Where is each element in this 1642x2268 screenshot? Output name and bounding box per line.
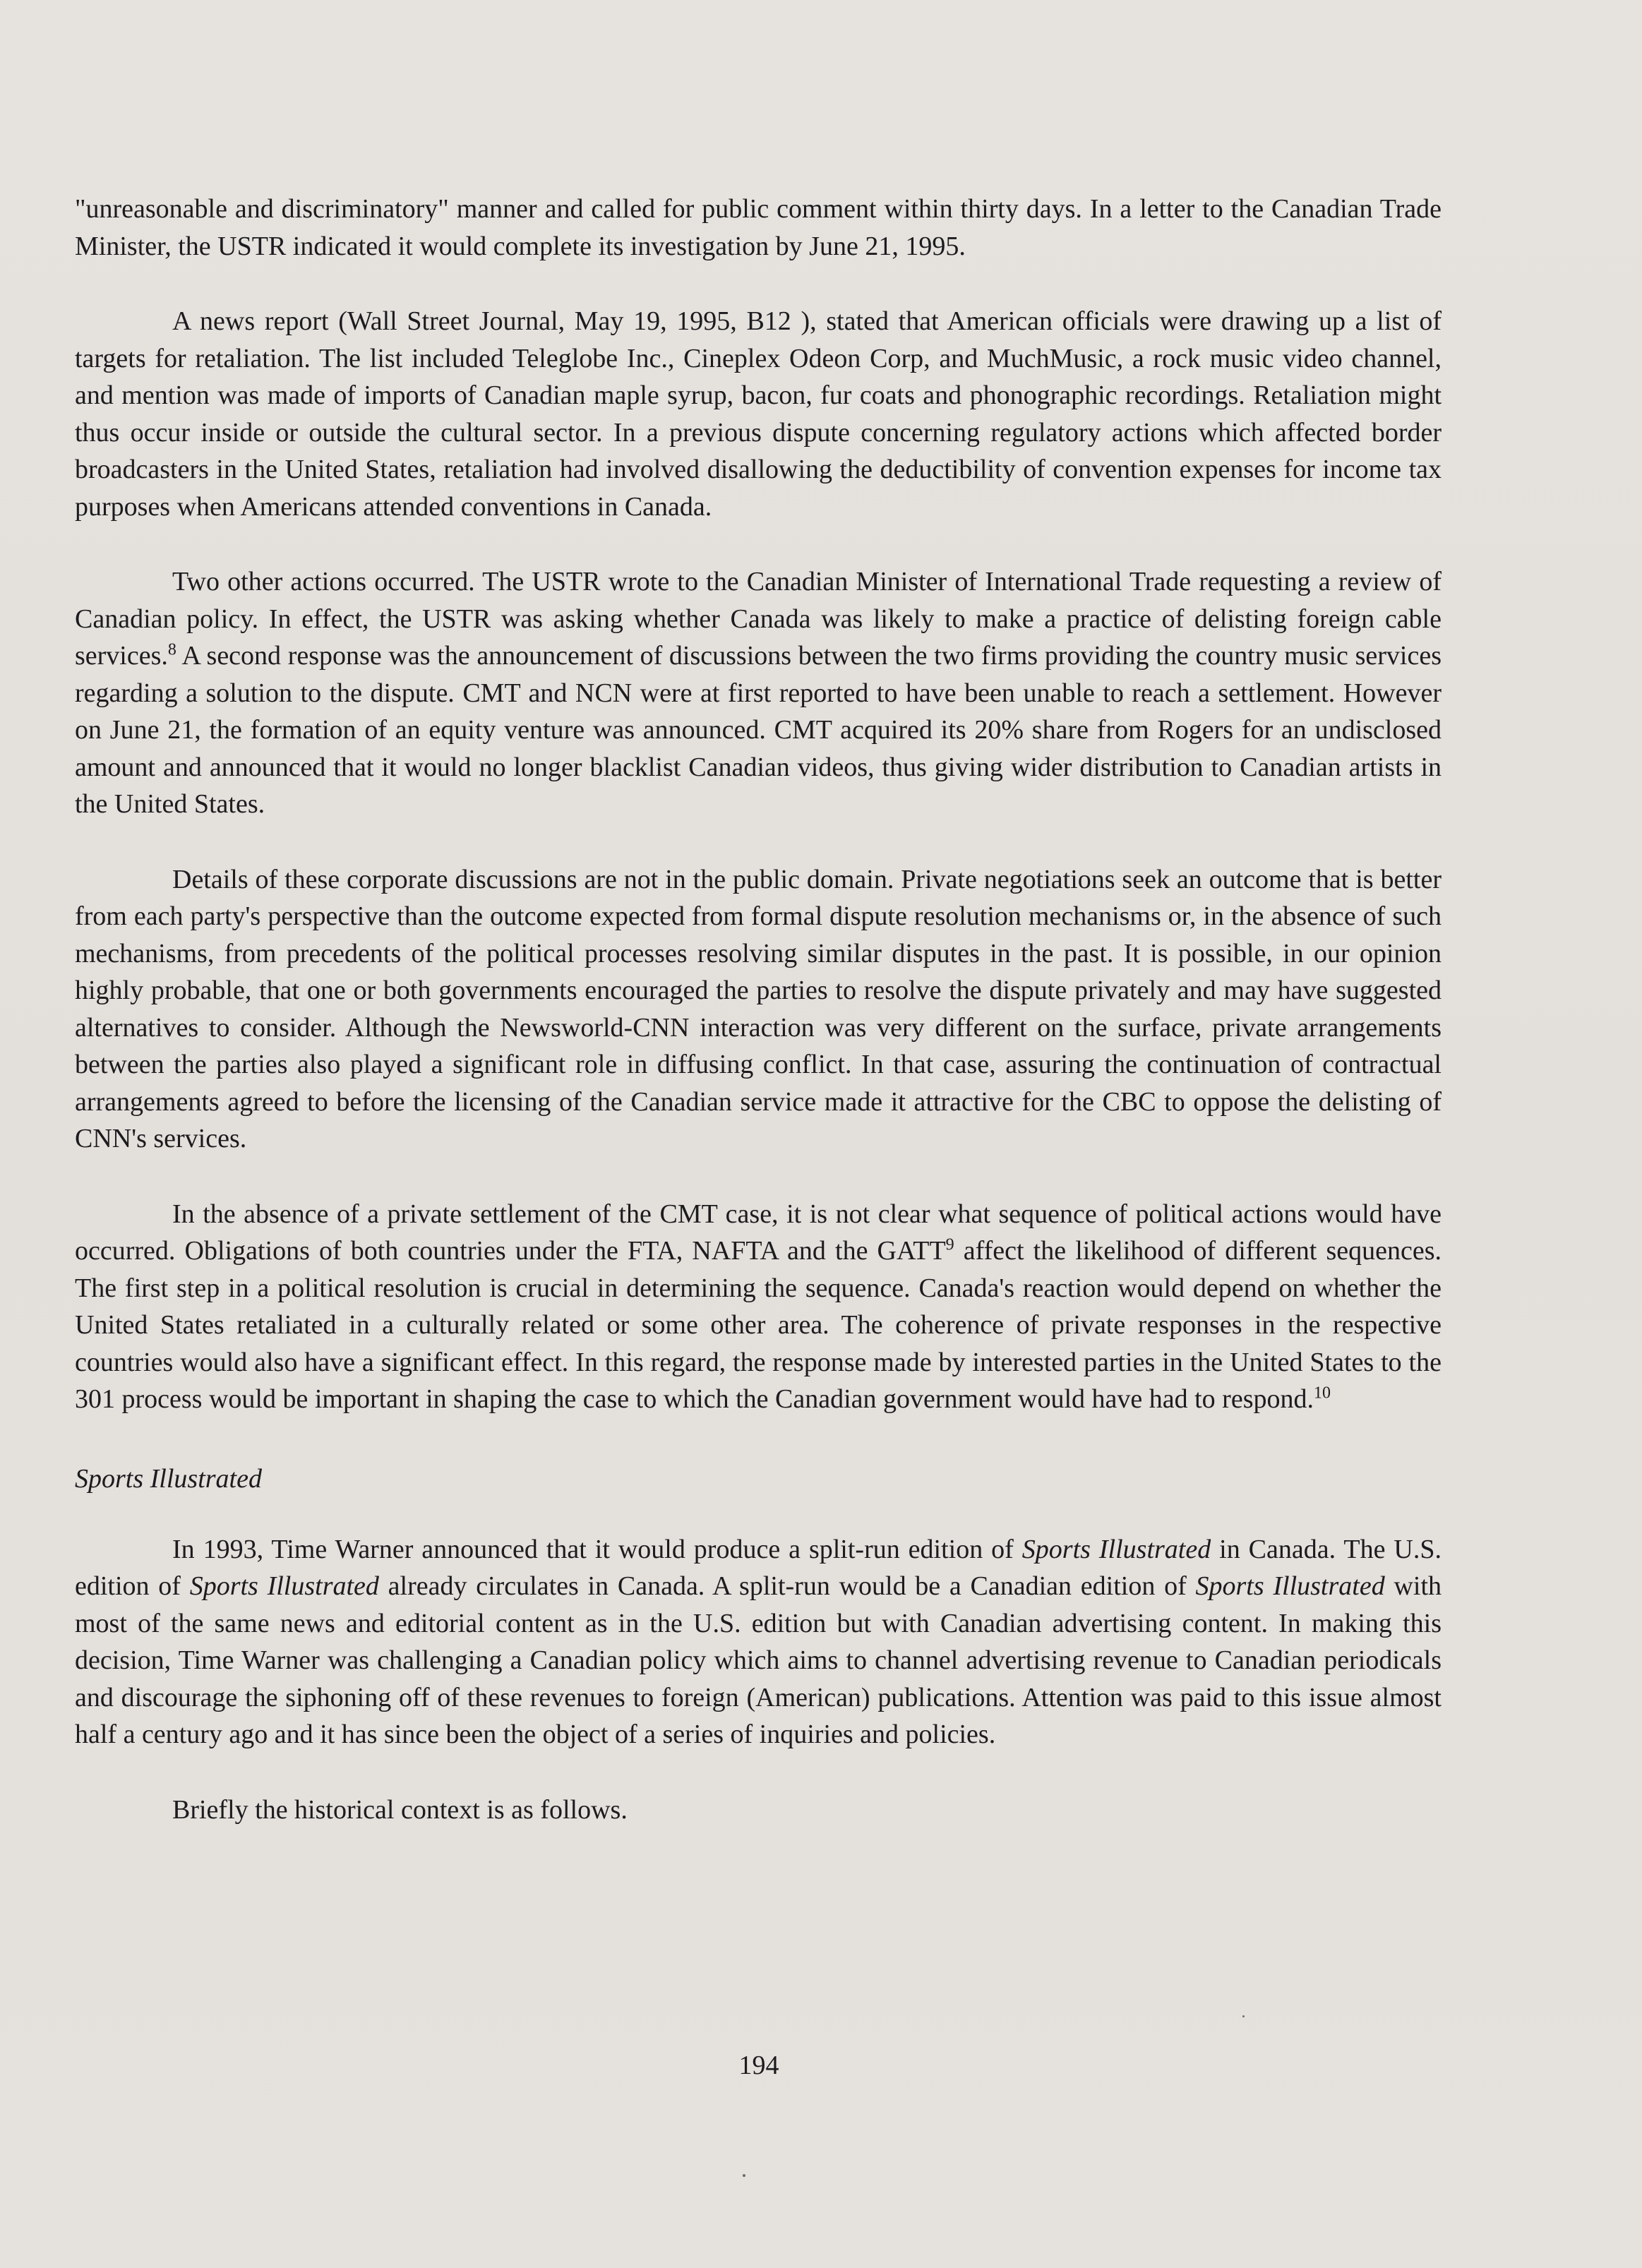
text-run: Briefly the historical context is as follows. bbox=[172, 1794, 628, 1825]
italic-title: Sports Illustrated bbox=[1195, 1571, 1385, 1601]
paragraph bbox=[75, 191, 1442, 265]
text-run: in Canada. The U.S. edition of bbox=[75, 1534, 1442, 1601]
text-run: with most of the same news and editorial content as in the U.S. edition but with Canadian advertising content. In making this decision, Time Warner was challenging a Canadian policy which aims to channel advertising revenue to Canadian periodicals and discourage the siphoning off of these revenues to foreign (American) publications. Attention was paid to this issue almost half a century ago and it has since been the object of a series of inquiries and policies. bbox=[75, 1571, 1442, 1749]
paragraph bbox=[75, 1196, 1442, 1418]
footnote-marker: 9 bbox=[945, 1235, 954, 1254]
text-run: A news report (Wall Street Journal, May 19, 1995, B12 ), stated that American officials were drawing up a list of targets for retaliation. The list included Teleglobe Inc., Cineplex Odeon Corp, and MuchMusic, a rock music video channel, and mention was made of imports of Canadian maple syrup, bacon, fur coats and phonographic recordings. Retaliation might thus occur inside or outside the cultural sector. In a previous dispute concerning regulatory actions which affected border broadcasters in the United States, retaliation had involved disallowing the deductibility of convention expenses for income tax purposes when Americans attended conventions in Canada. bbox=[75, 306, 1442, 522]
page-number: 194 bbox=[738, 2051, 779, 2080]
text-run: Two other actions occurred. The USTR wrote to the Canadian Minister of International Trade requesting a review of Canadian policy. In effect, the USTR was asking whether Canada was likely to make a practice of delisting foreign cable services. bbox=[75, 567, 1442, 671]
text-run: affect the likelihood of different sequences. The first step in a political resolution is crucial in determining the sequence. Canada's reaction would depend on whether the United States retaliated in a culturally related or some other area. The coherence of private responses in the respective countries would also have a significant effect. In this regard, the response made by interested parties in the United States to the 301 process would be important in shaping the case to which the Canadian government would have had to respond. bbox=[75, 1236, 1442, 1414]
text-run: In 1993, Time Warner announced that it would produce a split-run edition of bbox=[172, 1534, 1022, 1564]
text-run: In the absence of a private settlement of the CMT case, it is not clear what sequence of political actions would have occurred. Obligations of both countries under the FTA, NAFTA and the GATT bbox=[75, 1199, 1442, 1266]
text-run: already circulates in Canada. A split-run would be a Canadian edition of bbox=[378, 1571, 1196, 1601]
text-run: "unreasonable and discriminatory" manner and called for public comment within thirty days. In a letter to the Canadian Trade Minister, the USTR indicated it would complete its investigation by June 21, 1995. bbox=[75, 194, 1442, 261]
footnote-marker: 10 bbox=[1313, 1384, 1331, 1403]
italic-title: Sports Illustrated bbox=[1021, 1534, 1211, 1564]
scan-speck bbox=[743, 2174, 745, 2177]
footnote-marker: 8 bbox=[167, 640, 176, 659]
paragraph bbox=[75, 303, 1442, 525]
text-run: A second response was the announcement of discussions between the two firms providing the country music services regarding a solution to the dispute. CMT and NCN were at first reported to have been unable to reach a settlement. However on June 21, the formation of an equity venture was announced. CMT acquired its 20% share from Rogers for an undisclosed amount and announced that it would no longer blacklist Canadian videos, thus giving wider distribution to Canadian artists in the United States. bbox=[75, 641, 1442, 819]
italic-title: Sports Illustrated bbox=[189, 1571, 379, 1601]
paragraph bbox=[75, 1792, 1442, 1829]
paragraph bbox=[75, 861, 1442, 1158]
section-heading: Sports Illustrated bbox=[75, 1463, 262, 1494]
scan-speck bbox=[1242, 2015, 1245, 2017]
page-body bbox=[75, 191, 1442, 1828]
text-run: Details of these corporate discussions are not in the public domain. Private negotiations seek an outcome that is better from each party's perspective than the outcome expected from formal dispute resolution mechanisms or, in the absence of such mechanisms, from precedents of the political processes resolving similar disputes in the past. It is possible, in our opinion highly probable, that one or both governments encouraged the parties to resolve the dispute privately and may have suggested alternatives to consider. Although the Newsworld-CNN interaction was very different on the surface, private arrangements between the parties also played a significant role in diffusing conflict. In that case, assuring the continuation of contractual arrangements agreed to before the licensing of the Canadian service made it attractive for the CBC to oppose the delisting of CNN's services. bbox=[75, 864, 1442, 1153]
paragraph bbox=[75, 563, 1442, 823]
paragraph bbox=[75, 1531, 1442, 1753]
